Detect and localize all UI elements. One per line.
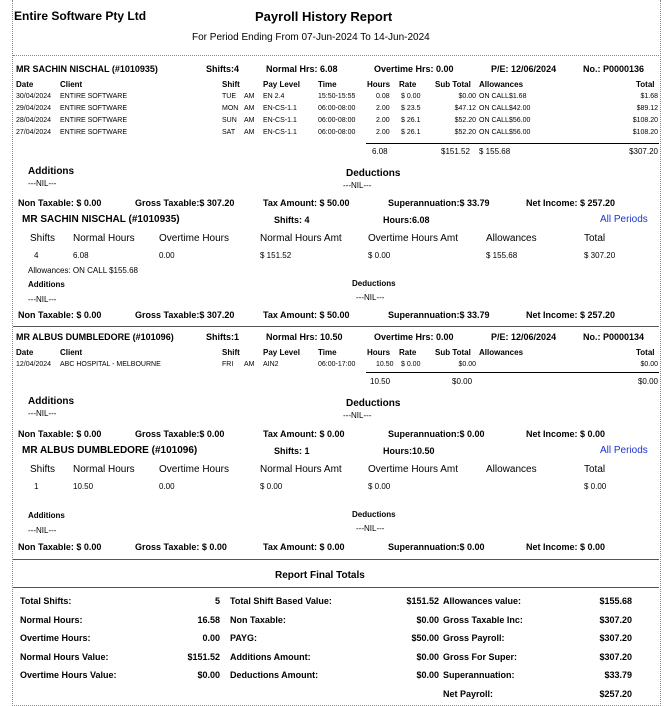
col-client: Client	[60, 348, 83, 357]
pe-value: 12/06/2024	[511, 64, 557, 74]
row-sub-total: $0.00	[458, 361, 476, 368]
col-pay-level: Pay Level	[263, 80, 300, 89]
final-divider-top	[13, 559, 659, 560]
summary-shifts-value: 1	[304, 446, 310, 456]
sum-overtime-amt: $ 0.00	[368, 482, 391, 491]
row-day: TUE	[222, 93, 236, 100]
summary-shifts-label: Shifts:	[274, 446, 302, 456]
final-gross-for-super-label: Gross For Super:	[443, 651, 518, 662]
summary-gross-taxable-label: Gross Taxable:	[135, 310, 200, 320]
row-ampm: AM	[244, 361, 255, 368]
final-payg-value: $50.00	[411, 633, 439, 643]
row-time: 06:00-08:00	[318, 105, 356, 112]
normal-hrs-label: Normal Hrs:	[266, 332, 318, 342]
final-total-shift-based-value-value: $151.52	[406, 596, 439, 606]
row-day: FRI	[222, 361, 234, 368]
final-additions-amount-value: $0.00	[416, 651, 439, 662]
pe-label: P/E:	[491, 332, 509, 342]
summary-hours-value: 10.50	[412, 446, 435, 456]
sum-total: $ 307.20	[584, 251, 616, 260]
total-sub: $151.52	[441, 147, 470, 156]
shifts-label: Shifts:	[206, 64, 234, 74]
sum-col-normal-amt: Normal Hours Amt	[260, 464, 342, 475]
row-total: $108.20	[632, 117, 658, 124]
summary-non-taxable-label: Non Taxable:	[18, 542, 74, 552]
row-ampm: AM	[244, 93, 255, 100]
shifts-value: 4	[234, 64, 240, 74]
superannuation-label: Superannuation:	[388, 198, 460, 208]
row-total: $1.68	[640, 93, 658, 100]
additions-heading: Additions	[28, 396, 75, 407]
superannuation-label: Superannuation:	[388, 429, 460, 439]
sum-col-shifts: Shifts	[30, 464, 56, 475]
row-sub-total: $52.20	[454, 129, 476, 136]
row-allowances: ON CALL$56.00	[479, 117, 531, 124]
final-gross-payroll-value: $307.20	[599, 633, 632, 643]
summary-deductions-heading: Deductions	[352, 279, 396, 288]
summary-shifts-label: Shifts:	[274, 215, 302, 225]
col-allowances: Allowances	[479, 80, 524, 89]
summary-gross-taxable-value: $ 0.00	[201, 542, 227, 552]
summary-hours-label: Hours:	[383, 215, 412, 225]
normal-hrs-label: Normal Hrs:	[266, 64, 318, 74]
final-net-payroll-label: Net Payroll:	[443, 688, 494, 699]
row-pay-level: EN-CS-1.1	[263, 105, 297, 112]
row-pay-level: AIN2	[263, 361, 279, 368]
summary-employee-name: MR SACHIN NISCHAL (#1010935)	[22, 214, 180, 225]
summary-additions-heading: Additions	[28, 280, 65, 289]
divider	[13, 55, 659, 56]
employee-name: MR SACHIN NISCHAL (#1010935)	[16, 64, 158, 74]
row-hours: 2.00	[376, 105, 390, 112]
normal-hrs-value: 6.08	[320, 64, 338, 74]
final-total-shift-based-value-label: Total Shift Based Value:	[230, 596, 332, 606]
row-sub-total: $47.12	[454, 105, 476, 112]
final-overtime-hours-value-label: Overtime Hours Value:	[20, 670, 117, 680]
all-periods-link[interactable]: All Periods	[600, 445, 648, 456]
final-overtime-hours-value-value: $0.00	[197, 670, 220, 680]
row-rate: $ 23.5	[401, 105, 421, 112]
col-hours: Hours	[367, 80, 391, 89]
row-total: $89.12	[636, 105, 658, 112]
final-normal-hours-label: Normal Hours:	[20, 614, 83, 625]
non-taxable-label: Non Taxable:	[18, 429, 74, 439]
sum-col-overtime-hours: Overtime Hours	[159, 233, 230, 244]
row-time: 06:00-17:00	[318, 361, 356, 368]
summary-non-taxable-value: $ 0.00	[76, 310, 102, 320]
final-normal-hours-value-label: Normal Hours Value:	[20, 651, 109, 662]
final-deductions-amount-label: Deductions Amount:	[230, 670, 319, 680]
shifts-value: 1	[234, 332, 240, 342]
summary-gross-taxable-label: Gross Taxable:	[135, 542, 200, 552]
non-taxable-label: Non Taxable:	[18, 198, 74, 208]
row-time: 15:50-15:55	[318, 93, 356, 100]
deductions-nil: ---NIL---	[343, 411, 372, 420]
col-allowances: Allowances	[479, 348, 524, 357]
col-client: Client	[60, 80, 83, 89]
final-net-payroll-value: $257.20	[599, 688, 632, 699]
all-periods-link[interactable]: All Periods	[600, 214, 648, 225]
summary-gross-taxable-value: $ 307.20	[199, 310, 235, 320]
final-total-shifts-value: 5	[214, 596, 220, 606]
summary-net-income-value: $ 0.00	[580, 542, 606, 552]
gross-taxable-label: Gross Taxable:	[135, 429, 200, 439]
row-client: ENTIRE SOFTWARE	[60, 93, 128, 100]
row-date: 29/04/2024	[16, 105, 52, 112]
row-time: 06:00-08:00	[318, 129, 356, 136]
additions-nil: ---NIL---	[28, 179, 57, 188]
sum-normal-amt: $ 0.00	[260, 482, 283, 491]
col-date: Date	[16, 348, 34, 357]
summary-non-taxable-label: Non Taxable:	[18, 310, 74, 320]
report-period: For Period Ending From 07-Jun-2024 To 14-Jun-2024	[192, 32, 430, 43]
sum-col-allowances: Allowances	[486, 464, 537, 475]
row-date: 30/04/2024	[16, 93, 52, 100]
net-income-label: Net Income:	[526, 198, 578, 208]
summary-additions-heading: Additions	[28, 511, 65, 520]
sum-col-overtime-amt: Overtime Hours Amt	[368, 464, 459, 475]
sum-normal-hours: 6.08	[73, 251, 89, 260]
final-divider	[13, 587, 659, 588]
col-shift: Shift	[222, 348, 240, 357]
sum-normal-hours: 10.50	[73, 482, 94, 491]
employee-name: MR ALBUS DUMBLEDORE (#101096)	[16, 332, 174, 342]
row-sub-total: $52.20	[454, 117, 476, 124]
summary-superannuation-value: $ 33.79	[459, 310, 490, 320]
sum-shifts: 4	[34, 251, 39, 260]
row-date: 27/04/2024	[16, 129, 52, 136]
row-pay-level: EN 2.4	[263, 93, 285, 100]
summary-deductions-nil: ---NIL---	[356, 524, 385, 533]
superannuation-value: $ 33.79	[459, 198, 490, 208]
sum-total: $ 0.00	[584, 482, 607, 491]
sum-col-normal-hours: Normal Hours	[73, 464, 135, 475]
sum-shifts: 1	[34, 482, 39, 491]
row-sub-total: $0.00	[458, 93, 476, 100]
employee-divider	[13, 326, 659, 327]
row-total: $0.00	[640, 361, 658, 368]
row-time: 06:00-08:00	[318, 117, 356, 124]
summary-tax-amount-label: Tax Amount:	[263, 310, 317, 320]
final-non-taxable-label: Non Taxable:	[230, 614, 286, 625]
sum-col-normal-hours: Normal Hours	[73, 233, 135, 244]
col-pay-level: Pay Level	[263, 348, 300, 357]
total-hours: 6.08	[372, 147, 388, 156]
row-rate: $ 0.00	[401, 361, 421, 368]
row-day: SUN	[222, 117, 237, 124]
summary-net-income-label: Net Income:	[526, 310, 578, 320]
summary-tax-amount-value: $ 0.00	[319, 542, 345, 552]
final-payg-label: PAYG:	[230, 633, 258, 643]
summary-tax-amount-label: Tax Amount:	[263, 542, 317, 552]
col-sub-total: Sub Total	[435, 80, 471, 89]
summary-non-taxable-value: $ 0.00	[76, 542, 102, 552]
sum-allowances: $ 155.68	[486, 251, 518, 260]
col-total: Total	[636, 348, 655, 357]
deductions-nil: ---NIL---	[343, 181, 372, 190]
final-gross-taxable-inc-value: $307.20	[599, 614, 632, 625]
gross-taxable-label: Gross Taxable:	[135, 198, 200, 208]
row-pay-level: EN-CS-1.1	[263, 129, 297, 136]
no-label: No.:	[583, 64, 601, 74]
col-date: Date	[16, 80, 34, 89]
row-date: 28/04/2024	[16, 117, 52, 124]
no-value: P0000134	[603, 332, 645, 342]
col-total: Total	[636, 80, 655, 89]
col-rate: Rate	[399, 80, 417, 89]
sum-col-total: Total	[584, 233, 606, 244]
deductions-heading: Deductions	[346, 398, 401, 409]
overtime-hrs-label: Overtime Hrs:	[374, 64, 434, 74]
non-taxable-value: $ 0.00	[76, 429, 102, 439]
summary-additions-nil: ---NIL---	[28, 526, 57, 535]
final-allowances-value-value: $155.68	[599, 596, 632, 606]
sum-col-shifts: Shifts	[30, 233, 56, 244]
shifts-label: Shifts:	[206, 332, 234, 342]
net-income-label: Net Income:	[526, 429, 578, 439]
row-hours: 2.00	[376, 117, 390, 124]
final-deductions-amount-value: $0.00	[416, 670, 439, 680]
summary-shifts-value: 4	[304, 215, 310, 225]
row-allowances: ON CALL$56.00	[479, 129, 531, 136]
row-total: $108.20	[632, 129, 658, 136]
final-gross-payroll-label: Gross Payroll:	[443, 633, 505, 643]
net-income-value: $ 257.20	[580, 198, 616, 208]
overtime-hrs-value: 0.00	[436, 64, 454, 74]
col-hours: Hours	[367, 348, 391, 357]
col-shift: Shift	[222, 80, 240, 89]
row-rate: $ 26.1	[401, 129, 421, 136]
row-day: MON	[222, 105, 239, 112]
pe-label: P/E:	[491, 64, 509, 74]
final-overtime-hours-label: Overtime Hours:	[20, 633, 91, 643]
totals-rule	[366, 372, 659, 373]
superannuation-value: $ 0.00	[459, 429, 485, 439]
summary-hours-value: 6.08	[412, 215, 430, 225]
total-allowances: $ 155.68	[479, 147, 511, 156]
no-value: P0000136	[603, 64, 645, 74]
summary-net-income-label: Net Income:	[526, 542, 578, 552]
summary-additions-nil: ---NIL---	[28, 295, 57, 304]
final-additions-amount-label: Additions Amount:	[230, 651, 311, 662]
row-hours: 10.50	[376, 361, 394, 368]
row-ampm: AM	[244, 117, 255, 124]
overtime-hrs-label: Overtime Hrs:	[374, 332, 434, 342]
summary-deductions-heading: Deductions	[352, 510, 396, 519]
final-allowances-value-label: Allowances value:	[443, 596, 522, 606]
sum-normal-amt: $ 151.52	[260, 251, 292, 260]
final-overtime-hours-value: 0.00	[202, 633, 220, 643]
col-time: Time	[318, 348, 337, 357]
sum-overtime-hours: 0.00	[159, 482, 175, 491]
row-client: ENTIRE SOFTWARE	[60, 105, 128, 112]
tax-amount-label: Tax Amount:	[263, 198, 317, 208]
deductions-heading: Deductions	[346, 168, 401, 179]
row-ampm: AM	[244, 105, 255, 112]
row-pay-level: EN-CS-1.1	[263, 117, 297, 124]
final-gross-for-super-value: $307.20	[599, 651, 632, 662]
final-normal-hours-value: 16.58	[197, 614, 220, 625]
non-taxable-value: $ 0.00	[76, 198, 102, 208]
summary-net-income-value: $ 257.20	[580, 310, 616, 320]
col-rate: Rate	[399, 348, 417, 357]
additions-heading: Additions	[28, 166, 75, 177]
row-allowances: ON CALL$42.00	[479, 105, 531, 112]
gross-taxable-value: $ 0.00	[199, 429, 225, 439]
final-gross-taxable-inc-label: Gross Taxable Inc:	[443, 614, 523, 625]
final-non-taxable-value: $0.00	[416, 614, 439, 625]
no-label: No.:	[583, 332, 601, 342]
total-hours: 10.50	[370, 377, 391, 386]
summary-tax-amount-value: $ 50.00	[319, 310, 350, 320]
final-totals-title: Report Final Totals	[275, 570, 365, 581]
sum-overtime-amt: $ 0.00	[368, 251, 391, 260]
row-rate: $ 26.1	[401, 117, 421, 124]
company-name: Entire Software Pty Ltd	[14, 9, 147, 23]
gross-taxable-value: $ 307.20	[199, 198, 235, 208]
total-amount: $307.20	[629, 147, 658, 156]
final-total-shifts-label: Total Shifts:	[20, 596, 72, 606]
row-hours: 0.08	[376, 93, 390, 100]
tax-amount-label: Tax Amount:	[263, 429, 317, 439]
sum-col-allowances: Allowances	[486, 233, 537, 244]
sum-col-overtime-amt: Overtime Hours Amt	[368, 233, 459, 244]
summary-superannuation-value: $ 0.00	[459, 542, 485, 552]
row-hours: 2.00	[376, 129, 390, 136]
pe-value: 12/06/2024	[511, 332, 557, 342]
tax-amount-value: $ 0.00	[319, 429, 345, 439]
summary-superannuation-label: Superannuation:	[388, 542, 460, 552]
normal-hrs-value: 10.50	[320, 332, 343, 342]
summary-deductions-nil: ---NIL---	[356, 293, 385, 302]
overtime-hrs-value: 0.00	[436, 332, 454, 342]
col-sub-total: Sub Total	[435, 348, 471, 357]
additions-nil: ---NIL---	[28, 409, 57, 418]
col-time: Time	[318, 80, 337, 89]
row-allowances: ON CALL$1.68	[479, 93, 527, 100]
row-day: SAT	[222, 129, 236, 136]
final-normal-hours-value-value: $151.52	[187, 651, 220, 662]
final-superannuation-value: $33.79	[604, 670, 632, 680]
total-sub: $0.00	[452, 377, 473, 386]
row-rate: $ 0.00	[401, 93, 421, 100]
sum-col-normal-amt: Normal Hours Amt	[260, 233, 342, 244]
sum-overtime-hours: 0.00	[159, 251, 175, 260]
tax-amount-value: $ 50.00	[319, 198, 350, 208]
row-client: ENTIRE SOFTWARE	[60, 129, 128, 136]
final-superannuation-label: Superannuation:	[443, 670, 515, 680]
net-income-value: $ 0.00	[580, 429, 606, 439]
sum-col-total: Total	[584, 464, 606, 475]
sum-col-overtime-hours: Overtime Hours	[159, 464, 230, 475]
row-date: 12/04/2024	[16, 361, 52, 368]
report-title: Payroll History Report	[255, 9, 393, 24]
totals-rule	[366, 143, 659, 144]
row-client: ABC HOSPITAL - MELBOURNE	[60, 361, 161, 368]
summary-superannuation-label: Superannuation:	[388, 310, 460, 320]
allowances-line: Allowances: ON CALL $155.68	[28, 266, 138, 275]
row-ampm: AM	[244, 129, 255, 136]
total-amount: $0.00	[637, 377, 658, 386]
row-client: ENTIRE SOFTWARE	[60, 117, 128, 124]
summary-employee-name: MR ALBUS DUMBLEDORE (#101096)	[22, 445, 198, 456]
summary-hours-label: Hours:	[383, 446, 412, 456]
